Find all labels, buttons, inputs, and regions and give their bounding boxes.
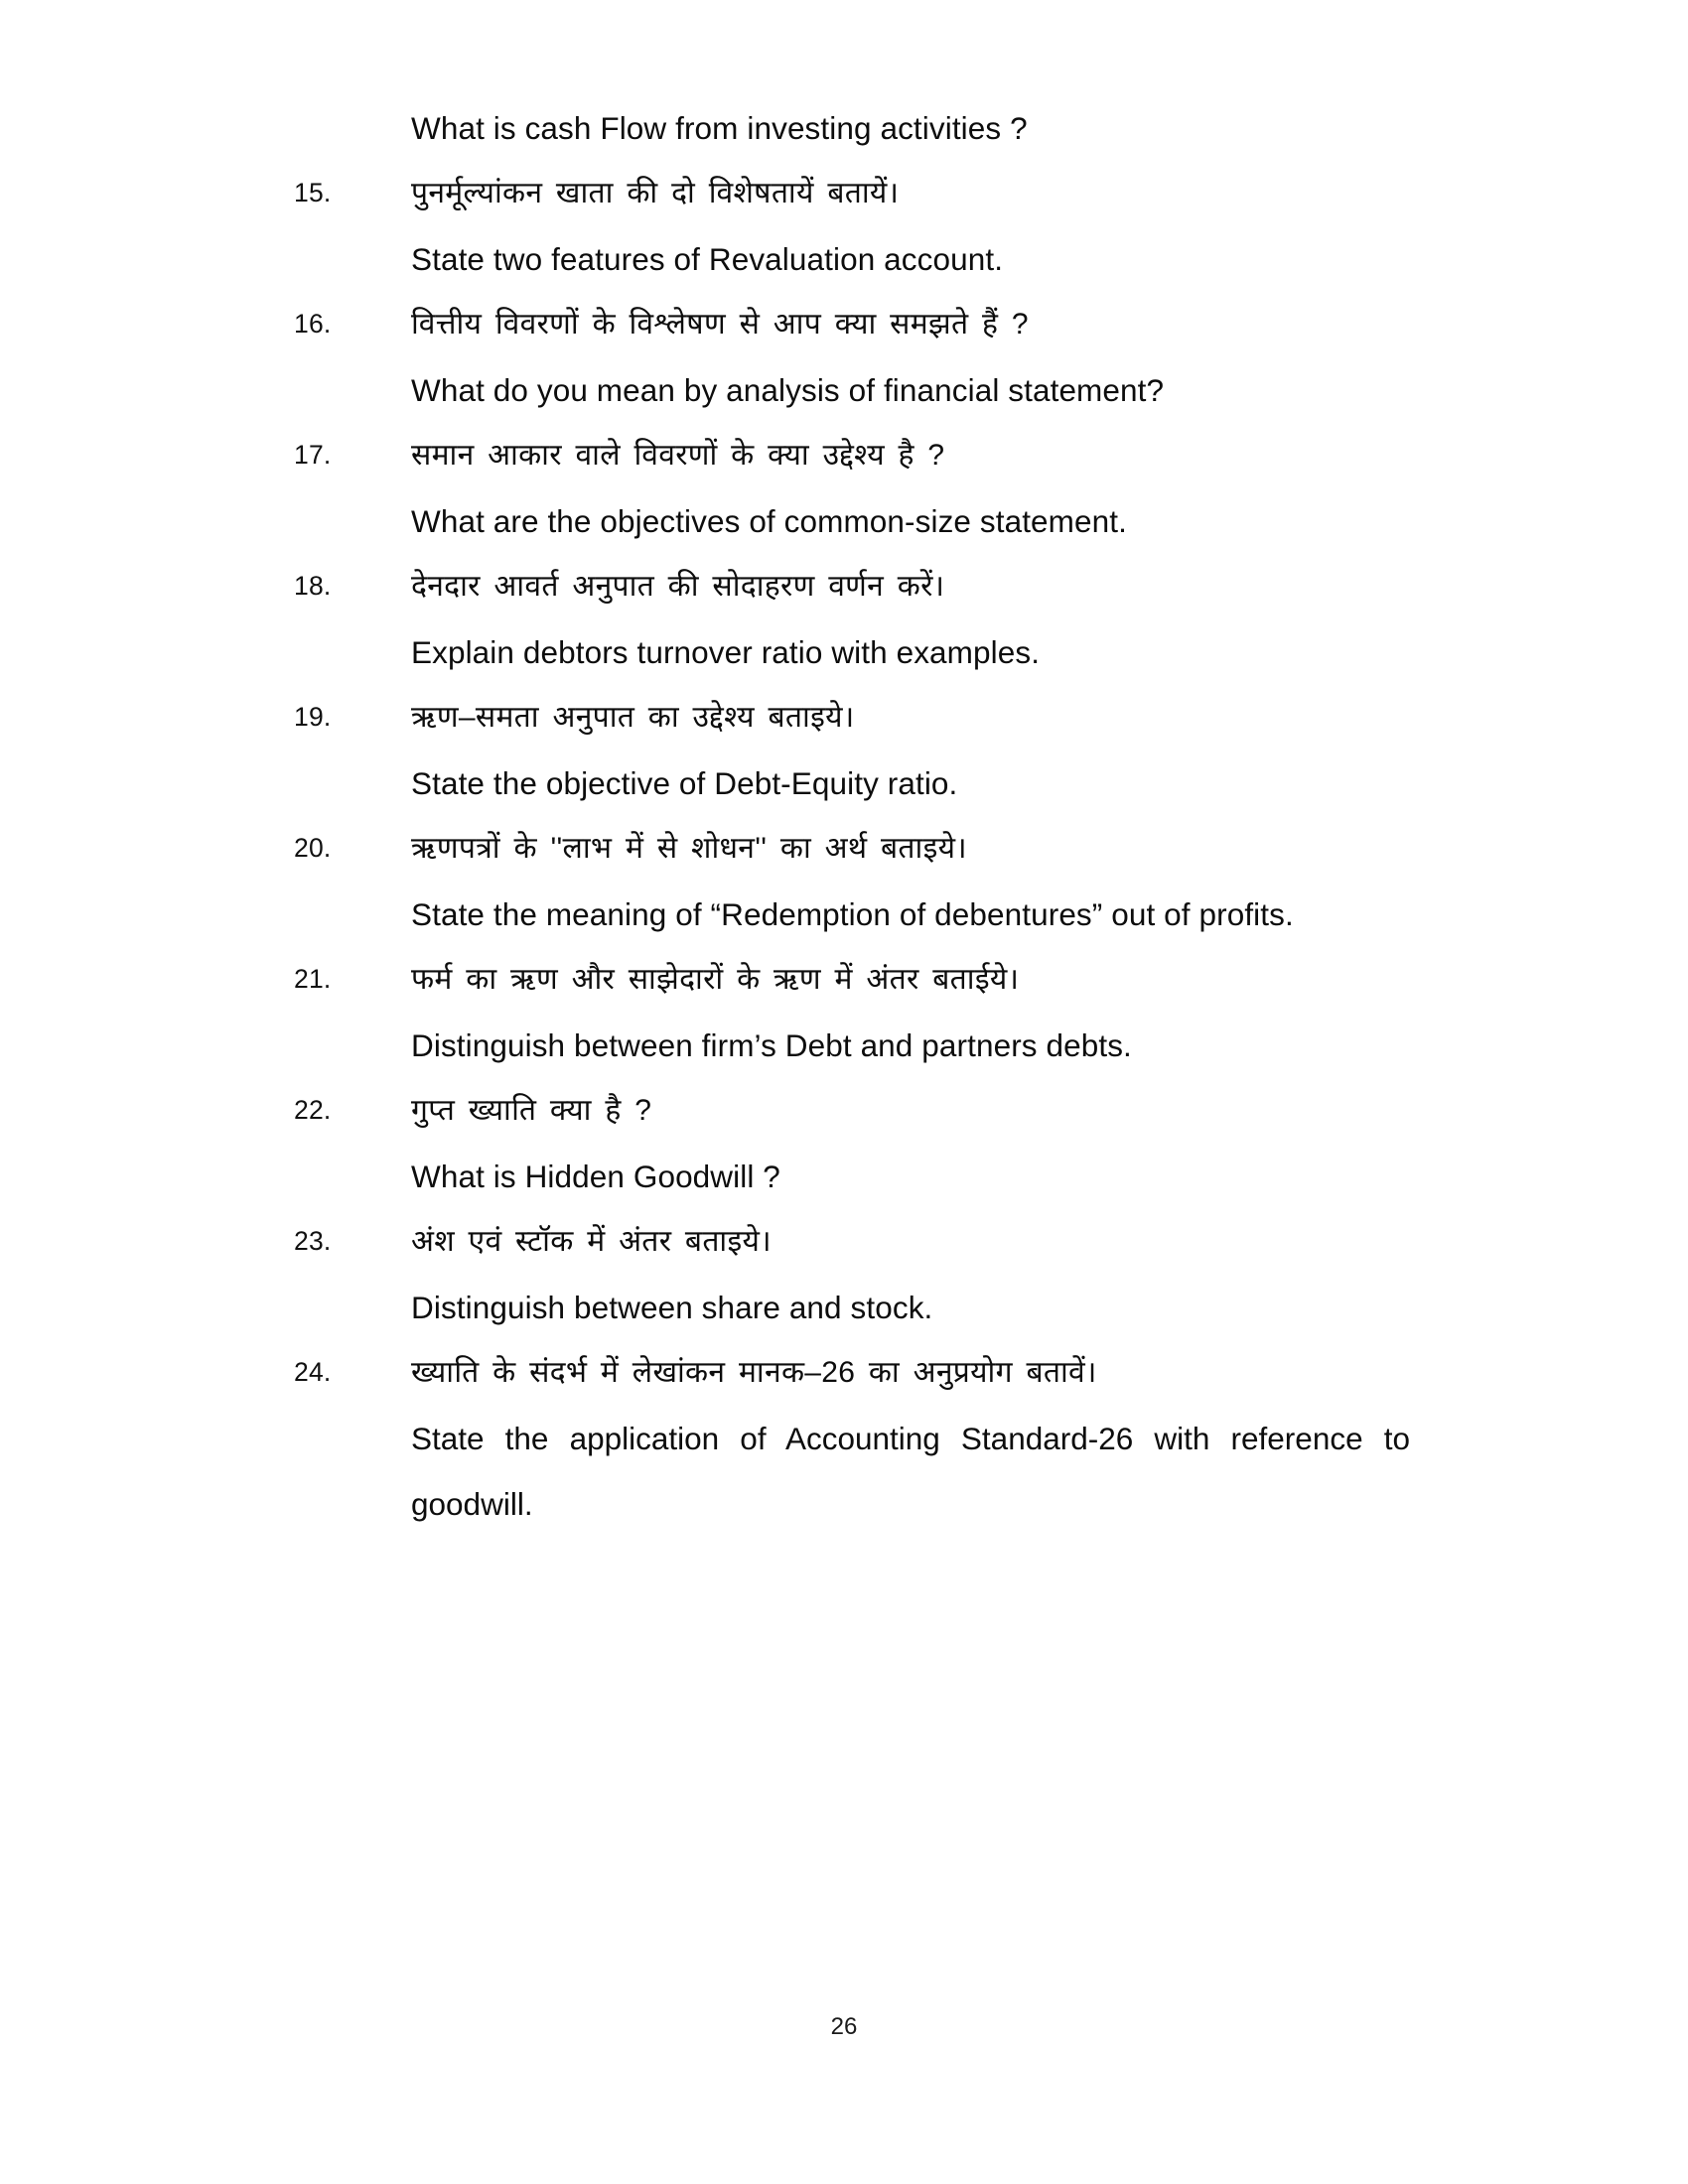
question-text-hindi: ऋणपत्रों के ''लाभ में से शोधन'' का अर्थ बताइये। — [411, 832, 967, 865]
question-row — [0, 816, 1688, 882]
question-body — [411, 1209, 1410, 1275]
question-number: 18. — [294, 571, 332, 601]
question-body — [411, 292, 1410, 357]
question-text-hindi: ख्याति के संदर्भ में लेखांकन मानक–26 का अनुप्रयोग बतावें। — [411, 1356, 1097, 1389]
question-list — [0, 95, 1688, 1602]
question-row-english — [0, 619, 1688, 685]
question-body — [411, 619, 1410, 685]
question-continuation-row — [0, 95, 1688, 161]
question-row — [0, 423, 1688, 488]
question-text-english: What do you mean by analysis of financial statement? — [411, 372, 1165, 408]
question-row — [0, 554, 1688, 619]
question-body — [411, 488, 1410, 554]
question-text-english: Distinguish between share and stock. — [411, 1290, 933, 1325]
question-row-english — [0, 1406, 1688, 1602]
question-text-hindi: गुप्त ख्याति क्या है ? — [411, 1094, 652, 1127]
question-text-english: What is Hidden Goodwill ? — [411, 1159, 780, 1194]
question-row — [0, 1078, 1688, 1144]
question-row-english — [0, 226, 1688, 292]
question-row-english — [0, 882, 1688, 947]
question-number: 22. — [294, 1095, 332, 1125]
question-body — [411, 1078, 1410, 1144]
question-text-hindi: ऋण–समता अनुपात का उद्देश्य बताइये। — [411, 701, 855, 734]
page-number: 26 — [830, 2013, 858, 2040]
question-continuation-body — [411, 95, 1410, 161]
question-number: 23. — [294, 1226, 332, 1256]
question-text-english: State the application of Accounting Standard-26 with reference to goodwill. — [411, 1421, 1410, 1522]
question-row-english — [0, 1275, 1688, 1340]
question-row — [0, 1209, 1688, 1275]
question-row — [0, 292, 1688, 357]
question-row-english — [0, 1013, 1688, 1078]
question-body — [411, 1340, 1410, 1406]
question-number: 21. — [294, 964, 332, 994]
question-body — [411, 1013, 1410, 1078]
question-body — [411, 751, 1410, 816]
question-body — [411, 161, 1410, 226]
question-number: 19. — [294, 702, 332, 732]
question-text-english: Explain debtors turnover ratio with examples. — [411, 634, 1041, 670]
question-text-english: What are the objectives of common-size statement. — [411, 503, 1127, 539]
question-text-english: State two features of Revaluation account. — [411, 241, 1004, 277]
question-text-hindi: पुनर्मूल्यांकन खाता की दो विशेषतायें बतायें। — [411, 177, 900, 209]
question-text-english: Distinguish between firm’s Debt and partners debts. — [411, 1027, 1132, 1063]
question-row — [0, 161, 1688, 226]
question-row-english — [0, 751, 1688, 816]
question-text-english: State the meaning of “Redemption of debentures” out of profits. — [411, 896, 1294, 932]
question-row — [0, 947, 1688, 1013]
question-text-english: State the objective of Debt-Equity ratio. — [411, 765, 958, 801]
question-body — [411, 226, 1410, 292]
question-body — [411, 357, 1410, 423]
question-body — [411, 554, 1410, 619]
question-body — [411, 1406, 1410, 1602]
question-text-hindi: देनदार आवर्त अनुपात की सोदाहरण वर्णन करें। — [411, 570, 945, 603]
question-body — [411, 685, 1410, 751]
question-number: 20. — [294, 833, 332, 863]
question-text-english: What is cash Flow from investing activities ? — [411, 110, 1028, 146]
question-number: 24. — [294, 1357, 332, 1387]
question-body — [411, 947, 1410, 1013]
question-row-english — [0, 357, 1688, 423]
question-body — [411, 423, 1410, 488]
question-row — [0, 685, 1688, 751]
question-row-english — [0, 1144, 1688, 1209]
question-number: 17. — [294, 440, 332, 470]
question-text-hindi: अंश एवं स्टॉक में अंतर बताइये। — [411, 1225, 772, 1258]
question-body — [411, 816, 1410, 882]
question-text-hindi: फर्म का ऋण और साझेदारों के ऋण में अंतर बताईये। — [411, 963, 1020, 996]
question-text-hindi: वित्तीय विवरणों के विश्लेषण से आप क्या समझते हैं ? — [411, 308, 1029, 341]
question-number: 15. — [294, 178, 332, 207]
question-row — [0, 1340, 1688, 1406]
question-body — [411, 882, 1410, 947]
question-number: 16. — [294, 309, 332, 339]
question-body — [411, 1275, 1410, 1340]
question-body — [411, 1144, 1410, 1209]
question-row-english — [0, 488, 1688, 554]
question-text-hindi: समान आकार वाले विवरणों के क्या उद्देश्य है ? — [411, 439, 945, 472]
